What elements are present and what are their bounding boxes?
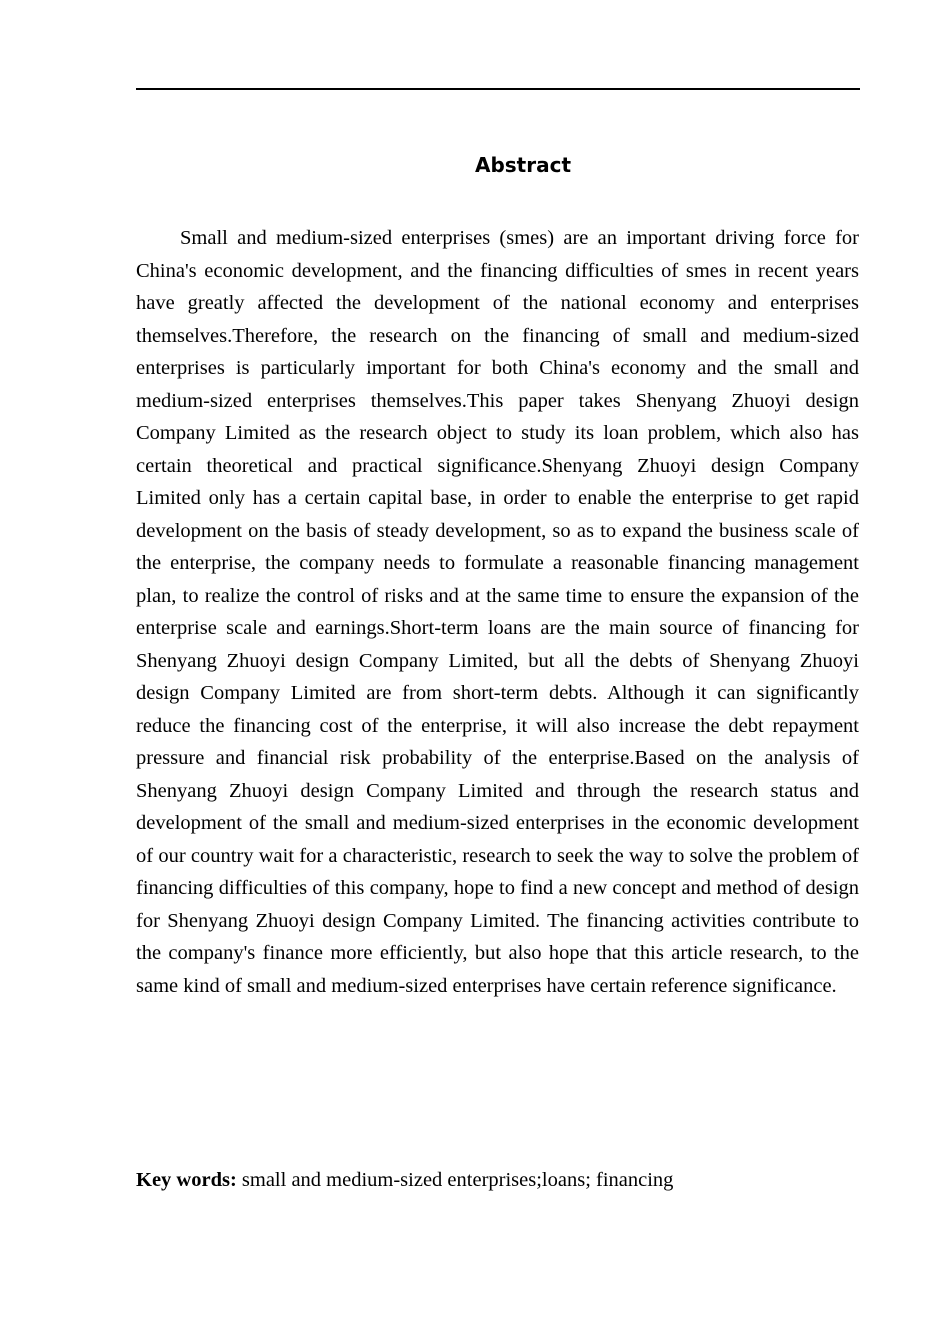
abstract-body: Small and medium-sized enterprises (smes) are an important driving force for China's economic development, and the financing difficulties of smes in recent years have greatly affected the development of the national economy and enterprises themselves.Therefore, the research on the financing of small and medium-sized enterprises is particularly important for both China's economy and the small and medium-sized enterprises themselves.This paper takes Shenyang Zhuoyi design Company Limited as the research object to study its loan problem, which also has certain theoretical and practical significance.Shenyang Zhuoyi design Company Limited only has a certain capital base, in order to enable the enterprise to get rapid development on the basis of steady development, so as to expand the business scale of the enterprise, the company needs to formulate a reasonable financing management plan, to realize the control of risks and at the same time to ensure the expansion of the enterprise scale and earnings.Short-term loans are the main source of financing for Shenyang Zhuoyi design Company Limited, but all the debts of Shenyang Zhuoyi design Company Limited are from short-term debts. Although it can significantly reduce the financing cost of the enterprise, it will also increase the debt repayment pressure and financial risk probability of the enterprise.Based on the analysis of Shenyang Zhuoyi design Company Limited and through the research status and development of the small and medium-sized enterprises in the economic development of our country wait for a characteristic, research to seek the way to solve the problem of financing difficulties of this company, hope to find a new concept and method of design for Shenyang Zhuoyi design Company Limited. The financing activities contribute to the company's finance more efficiently, but also hope that this article research, to the same kind of small and medium-sized enterprises have certain reference significance. (136, 227, 859, 997)
keywords-value: small and medium-sized enterprises;loans; financing (236, 1169, 674, 1191)
header-rule (136, 88, 860, 90)
abstract-title: Abstract (474, 153, 572, 177)
keywords-line (136, 1164, 859, 1197)
keywords-label: Key words: (136, 1169, 237, 1191)
